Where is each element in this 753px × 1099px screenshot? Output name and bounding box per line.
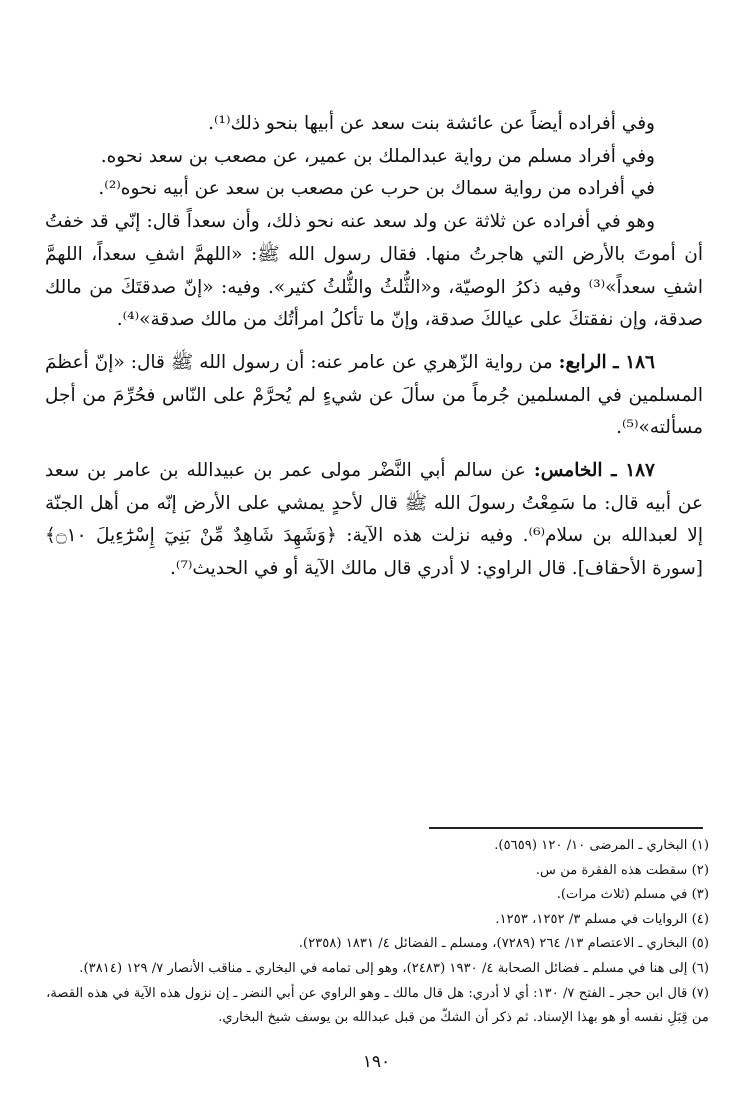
hadith-186-label: ١٨٦ ـ الرابع: xyxy=(558,351,655,373)
body-paragraph: وفي أفراد مسلم من رواية عبدالملك بن عمير، عن مصعب بن سعد نحوه. xyxy=(100,145,655,167)
body-paragraph: وهو في أفراده عن ثلاثة عن ولد سعد عنه نحو ذلك، وأن سعداً قال: إنّي قد خفتُ أن أموتَ بالأرض التي هاجرتُ منها. فقال رسول الله ﷺ: «اللهمَّ اشفِ سعداً، اللهمَّ اشفِ سعداً»⁽³⁾ وفيه ذكرُ الوصيّة، و«الثُّلثُ والثُّلثُ كثير». وفيه: «إنّ صدقتَكَ من مالك صدقة، وإن نفقتكَ على عيالكَ صدقة، وإنّ ما تأكلُ امرأتُك من مالك صدقة»⁽⁴⁾. xyxy=(45,211,703,331)
footnote: (٢) سقطت هذه الفقرة من س. xyxy=(535,862,709,878)
footnotes xyxy=(44,834,709,1031)
hadith-187-label: ١٨٧ ـ الخامس: xyxy=(533,460,655,482)
body-paragraph: وفي أفراده أيضاً عن عائشة بنت سعد عن أبيها بنحو ذلك⁽¹⁾. xyxy=(208,113,655,134)
hadith-187-text: عن سالم أبي النَّضْر مولى عمر بن عبيدالله بن عامر بن سعد عن أبيه قال: ما سَمِعْتُ رسولَ الله ﷺ قال لأحدٍ يمشي على الأرض إنّه من أهل الجنّة إلا لعبدالله بن سلام⁽⁶⁾. وفيه نزلت هذه الآية: ﴿وَشَهِدَ شَاهِدٌ مِّنْ بَنِيٓ إِسْرَٰٓءِيلَ ۝١٠﴾ [سورة الأحقاف]. قال الراوي: لا أدري قال مالك الآية أو في الحديث⁽⁷⁾. xyxy=(45,460,703,580)
footnote-divider xyxy=(429,827,703,829)
page-number: ١٩٠ xyxy=(362,1052,391,1072)
body-paragraph: في أفراده من رواية سماك بن حرب عن مصعب بن سعد عن أبيه نحوه⁽²⁾. xyxy=(98,178,655,200)
footnote: (٤) الروايات في مسلم ٣/ ١٢٥٢، ١٢٥٣. xyxy=(495,911,709,927)
footnote: (٧) قال ابن حجر ـ الفتح ٧/ ١٣٠: أي لا أدري: هل قال مالك ـ وهو الراوي عن أبي النضر ـ إن نزول هذه الآية في هذه القصة، من قِبَلِ نفسه أو هو بهذا الإسناد. ثم ذكر أن الشكّ من قبل عبدالله بن يوسف شيخ البخاري. xyxy=(46,985,709,1026)
main-text xyxy=(45,108,703,586)
footnote: (٦) إلى هنا في مسلم ـ فضائل الصحابة ٤/ ١٩٣٠ (٢٤٨٣)، وهو إلى تمامه في البخاري ـ مناقب الأنصار ٧/ ١٢٩ (٣٨١٤). xyxy=(79,960,709,976)
hadith-186-text: من رواية الزّهري عن عامر عنه: أن رسول الله ﷺ قال: «إنّ أعظمَ المسلمين في المسلمين جُرماً من سألَ عن شيءٍ لم يُحرَّمْ على النّاس فحُرِّمَ من أجل مسألته»⁽⁵⁾. xyxy=(45,351,703,439)
footnote: (١) البخاري ـ المرضى ١٠/ ١٢٠ (٥٦٥٩). xyxy=(494,838,709,853)
footnote: (٥) البخاري ـ الاعتصام ١٣/ ٢٦٤ (٧٢٨٩)، ومسلم ـ الفضائل ٤/ ١٨٣١ (٢٣٥٨). xyxy=(298,936,709,952)
hadith-186 xyxy=(45,347,703,445)
footnote: (٣) في مسلم (ثلاث مرات). xyxy=(556,887,709,903)
hadith-187 xyxy=(45,455,703,586)
